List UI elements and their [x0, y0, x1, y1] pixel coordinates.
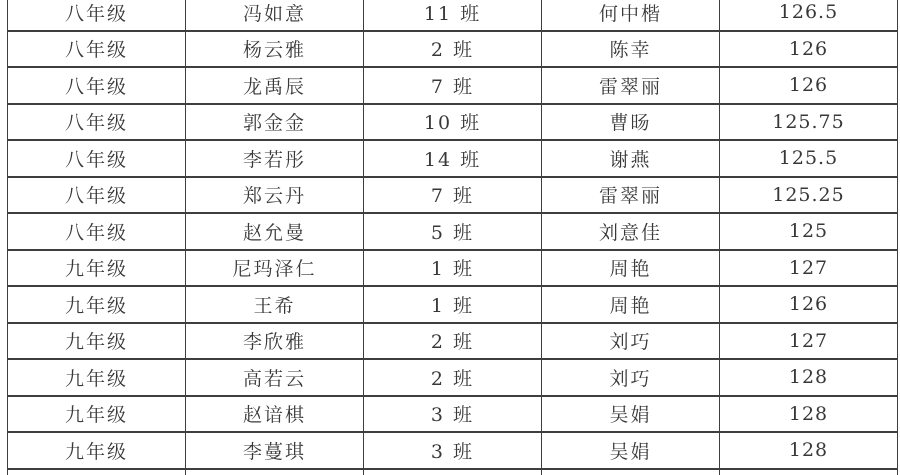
cell-empty	[364, 470, 542, 475]
cell-class: 2 班	[364, 324, 542, 361]
cell-student-name: 尼玛泽仁	[186, 251, 364, 288]
cell-score: 128	[720, 397, 898, 434]
cell-score: 126	[720, 68, 898, 105]
cell-empty	[8, 470, 186, 475]
cell-score: 125.25	[720, 178, 898, 215]
cell-student-name: 杨云雅	[186, 32, 364, 69]
cell-score: 126.5	[720, 0, 898, 32]
cell-grade: 九年级	[8, 287, 186, 324]
cell-class: 3 班	[364, 397, 542, 434]
cell-score: 125.5	[720, 141, 898, 178]
cell-class: 10 班	[364, 105, 542, 142]
cell-teacher-name: 刘意佳	[542, 214, 720, 251]
cell-class: 7 班	[364, 68, 542, 105]
score-table	[7, 0, 898, 475]
cell-student-name: 冯如意	[186, 0, 364, 32]
cell-grade: 八年级	[8, 141, 186, 178]
cell-class: 2 班	[364, 360, 542, 397]
cell-class: 14 班	[364, 141, 542, 178]
cell-teacher-name: 周艳	[542, 287, 720, 324]
cell-grade: 八年级	[8, 214, 186, 251]
cell-grade: 八年级	[8, 178, 186, 215]
cell-score: 126	[720, 287, 898, 324]
cell-student-name: 李欣雅	[186, 324, 364, 361]
cell-student-name: 龙禹辰	[186, 68, 364, 105]
cell-score: 125.75	[720, 105, 898, 142]
cell-teacher-name: 吴娟	[542, 433, 720, 470]
cell-grade: 九年级	[8, 324, 186, 361]
cell-student-name: 郑云丹	[186, 178, 364, 215]
cell-score: 127	[720, 251, 898, 288]
cell-score: 127	[720, 324, 898, 361]
cell-class: 3 班	[364, 433, 542, 470]
cell-teacher-name: 谢燕	[542, 141, 720, 178]
cell-teacher-name: 雷翠丽	[542, 178, 720, 215]
cell-teacher-name: 吴娟	[542, 397, 720, 434]
cell-teacher-name: 何中楷	[542, 0, 720, 32]
cell-grade: 九年级	[8, 251, 186, 288]
cell-class: 2 班	[364, 32, 542, 69]
cell-student-name: 王希	[186, 287, 364, 324]
cell-class: 1 班	[364, 287, 542, 324]
cell-teacher-name: 雷翠丽	[542, 68, 720, 105]
cell-empty	[542, 470, 720, 475]
cell-class: 11 班	[364, 0, 542, 32]
cell-score: 126	[720, 32, 898, 69]
cell-student-name: 李蔓琪	[186, 433, 364, 470]
cell-grade: 八年级	[8, 0, 186, 32]
cell-grade: 八年级	[8, 32, 186, 69]
cell-teacher-name: 刘巧	[542, 360, 720, 397]
cell-class: 5 班	[364, 214, 542, 251]
cell-teacher-name: 刘巧	[542, 324, 720, 361]
cell-student-name: 赵谙棋	[186, 397, 364, 434]
cell-grade: 八年级	[8, 105, 186, 142]
cell-empty	[720, 470, 898, 475]
cell-grade: 九年级	[8, 360, 186, 397]
cell-score: 128	[720, 433, 898, 470]
cell-empty	[186, 470, 364, 475]
cell-teacher-name: 周艳	[542, 251, 720, 288]
cell-student-name: 郭金金	[186, 105, 364, 142]
cell-student-name: 高若云	[186, 360, 364, 397]
cell-class: 7 班	[364, 178, 542, 215]
cell-class: 1 班	[364, 251, 542, 288]
cell-teacher-name: 曹旸	[542, 105, 720, 142]
cell-score: 128	[720, 360, 898, 397]
cell-student-name: 李若彤	[186, 141, 364, 178]
cell-grade: 九年级	[8, 397, 186, 434]
cell-grade: 八年级	[8, 68, 186, 105]
cell-grade: 九年级	[8, 433, 186, 470]
cell-score: 125	[720, 214, 898, 251]
cell-student-name: 赵允曼	[186, 214, 364, 251]
cell-teacher-name: 陈幸	[542, 32, 720, 69]
